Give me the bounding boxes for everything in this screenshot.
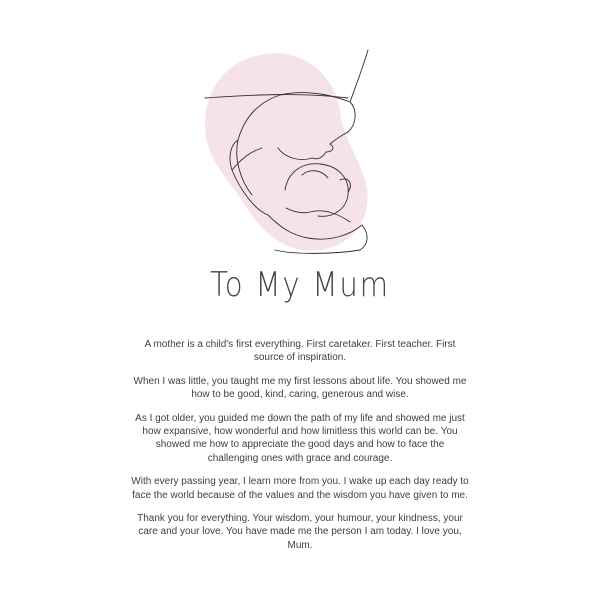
paragraph-1: A mother is a child's first everything. First caretaker. First teacher. First source of inspiration.	[144, 339, 456, 364]
paragraph-4: With every passing year, I learn more from you. I wake up each day ready to face the world because of the values and the wisdom you have given to me.	[131, 476, 469, 501]
paragraph-5: Thank you for everything. Your wisdom, your humour, your kindness, your care and your love. You have made me the person I am today. I love you, Mum.	[137, 513, 463, 551]
pink-blob-shape	[205, 53, 368, 251]
mother-head-curve	[348, 102, 355, 132]
mother-child-line-art	[190, 40, 410, 260]
paragraph-2: When I was little, you taught me my first lessons about life. You showed me how to be good, kind, caring, generous and wise.	[133, 375, 467, 401]
page-title: To My Mum	[210, 265, 390, 305]
letter-body	[130, 338, 470, 562]
paragraph-3: As I got older, you guided me down the path of my life and showed me just how expansive, how wonderful and how limitless this world can be. You showed me how to appreciate the good days and how to face the challenging ones with grace and courage.	[135, 412, 465, 464]
